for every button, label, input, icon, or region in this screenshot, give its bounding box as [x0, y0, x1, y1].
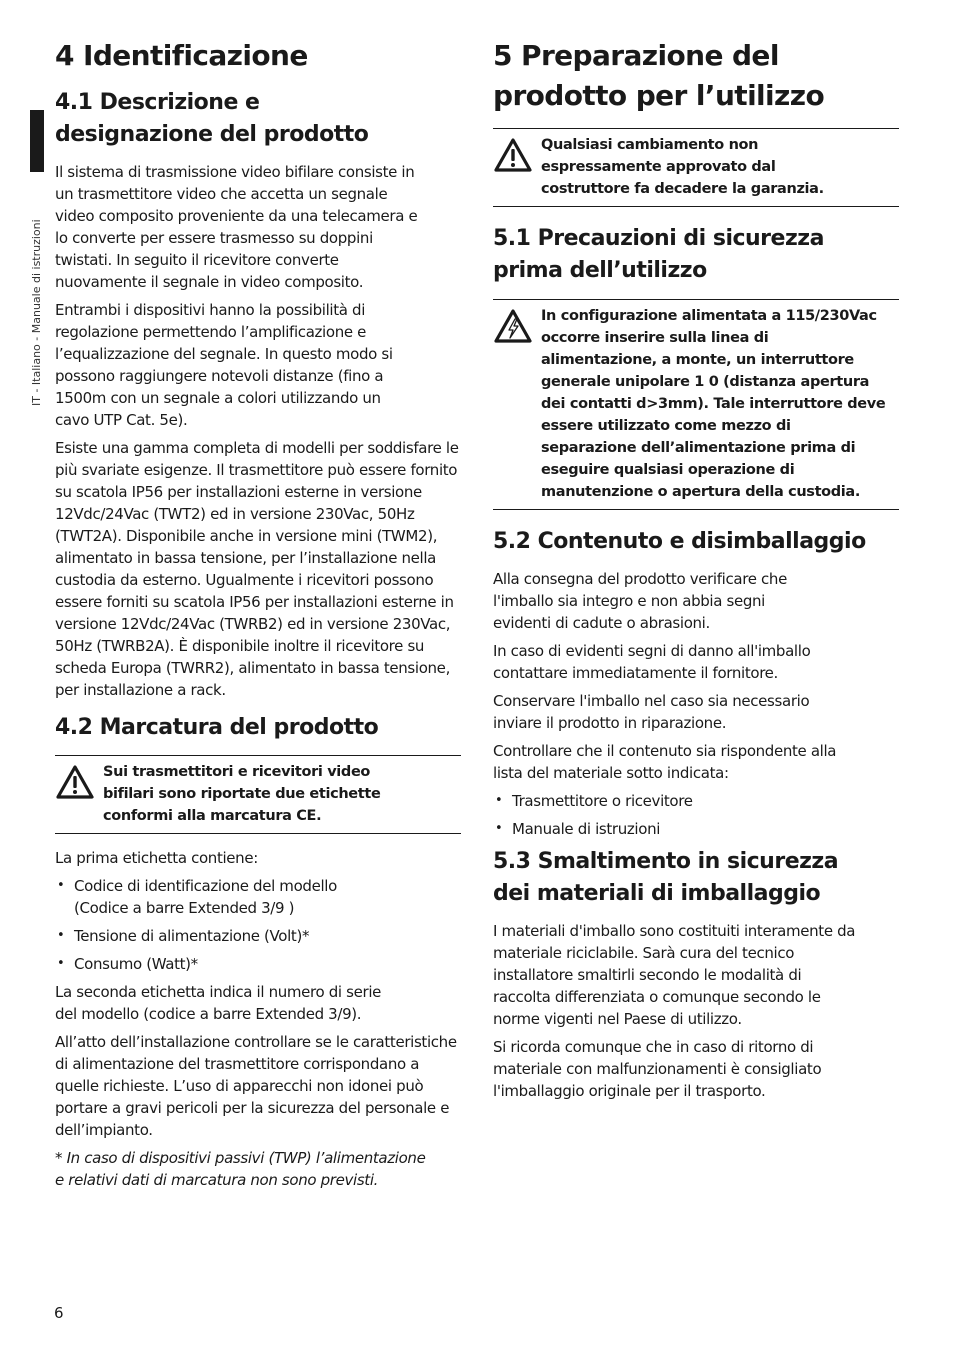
list-item: • Tensione di alimentazione (Volt)* — [55, 925, 461, 947]
left-column — [55, 36, 461, 1197]
paragraph: Alla consegna del prodotto verificare che l'imballo sia integro e non abbia segni evidenti di cadute o abrasioni. — [493, 570, 787, 632]
section-4-2-body — [55, 847, 461, 1191]
section-4-1-body — [55, 161, 461, 701]
package-contents-list — [493, 790, 899, 840]
warning-text: Qualsiasi cambiamento non espressamente approvato dal costruttore fa decadere la garanzia. — [541, 137, 824, 197]
paragraph: In caso di evidenti segni di danno all'imballo contattare immediatamente il fornitore. — [493, 642, 811, 682]
side-label-text: IT - Italiano - Manuale di istruzioni — [30, 219, 43, 406]
electrical-hazard-icon — [493, 305, 541, 348]
warning-triangle-icon — [493, 134, 541, 177]
paragraph: All’atto dell’installazione controllare se le caratteristiche di alimentazione del trasmettitore corrispondano a quelle richieste. L’uso di apparecchi non idonei può portare a gravi pericoli per la sicurezza del personale e dell’impianto. — [55, 1033, 457, 1139]
section-5-2-body — [493, 568, 899, 840]
warning-box-electrical — [493, 299, 899, 510]
section-4-heading: 4 Identificazione — [55, 39, 308, 72]
warning-text: In configurazione alimentata a 115/230Vac occorre inserire sulla linea di alimentazione, a monte, un interruttore generale unipolare 1 0 (distanza apertura dei contatti d>3mm). Tale interruttore deve essere utilizzato come mezzo di separazione dell’alimentazione prima di eseguire qualsiasi operazione di manutenzione o apertura della custodia. — [541, 308, 886, 500]
warning-box-marking — [55, 755, 461, 834]
paragraph: Conservare l'imballo nel caso sia necessario inviare il prodotto in riparazione. — [493, 692, 810, 732]
section-5-3-heading: 5.3 Smaltimento in sicurezza dei materiali di imballaggio — [493, 849, 839, 906]
section-5-2-heading: 5.2 Contenuto e disimballaggio — [493, 529, 866, 554]
paragraph: Si ricorda comunque che in caso di ritorno di materiale con malfunzionamenti è consigliato l'imballaggio originale per il trasporto. — [493, 1038, 822, 1100]
section-5-heading: 5 Preparazione del prodotto per l’utilizzo — [493, 39, 825, 112]
warning-text: Sui trasmettitori e ricevitori video bifilari sono riportate due etichette conformi alla marcatura CE. — [103, 764, 381, 824]
page-number: 6 — [54, 1304, 64, 1322]
paragraph: Entrambi i dispositivi hanno la possibilità di regolazione permettendo l’amplificazione e l’equalizzazione del segnale. In questo modo si possono raggiungere notevoli distanze (fino a 1500m con un segnale a colori utilizzando un cavo UTP Cat. 5e). — [55, 301, 393, 429]
list-item: • Manuale di istruzioni — [493, 818, 899, 840]
paragraph: La seconda etichetta indica il numero di serie del modello (codice a barre Extended 3/9). — [55, 983, 382, 1023]
paragraph: Controllare che il contenuto sia rispondente alla lista del materiale sotto indicata: — [493, 742, 837, 782]
list-item: • Consumo (Watt)* — [55, 953, 461, 975]
paragraph: I materiali d'imballo sono costituiti interamente da materiale riciclabile. Sarà cura del tecnico installatore smaltirli secondo le modalità di raccolta differenziata o comunque secondo le norme vigenti nel Paese di utilizzo. — [493, 922, 856, 1028]
right-column — [493, 36, 899, 1108]
section-4-1-heading: 4.1 Descrizione e designazione del prodotto — [55, 90, 369, 147]
section-5-3-body — [493, 920, 899, 1102]
paragraph: Il sistema di trasmissione video bifilare consiste in un trasmettitore video che accetta un segnale video composito proveniente da una telecamera e lo converte per essere trasmesso su doppini twistati. In seguito il ricevitore converte nuovamente il segnale in video composito. — [55, 163, 418, 291]
warning-triangle-icon — [55, 761, 103, 804]
section-4-2-heading: 4.2 Marcatura del prodotto — [55, 715, 379, 740]
paragraph: Esiste una gamma completa di modelli per soddisfare le più svariate esigenze. Il trasmettitore può essere fornito su scatola IP56 per installazioni esterne in versione 12Vdc/24Vac (TWT2) ed in versione 230Vac, 50Hz (TWT2A). Disponibile anche in versione mini (TWM2), alimentato in bassa tensione, per l’installazione nella custodia da esterno. Ugualmente i ricevitori possono essere forniti su scatola IP56 per installazioni esterne in versione 12Vdc/24Vac (TWRB2) ed in versione 230Vac, 50Hz (TWRB2A). È disponibile inoltre il ricevitore su scheda Europa (TWRR2), alimentato in bassa tensione, per installazione a rack. — [55, 439, 459, 699]
paragraph: La prima etichetta contiene: — [55, 849, 258, 867]
label-contents-list — [55, 875, 461, 975]
footnote: * In caso di dispositivi passivi (TWP) l’alimentazione e relativi dati di marcatura non sono previsti. — [55, 1149, 426, 1189]
section-5-1-heading: 5.1 Precauzioni di sicurezza prima dell’utilizzo — [493, 226, 824, 283]
warning-box-warranty — [493, 128, 899, 207]
list-item: • Trasmettitore o ricevitore — [493, 790, 899, 812]
side-tab-marker — [30, 110, 44, 172]
list-item: • Codice di identificazione del modello (Codice a barre Extended 3/9 ) — [55, 875, 355, 919]
side-label — [30, 219, 44, 420]
